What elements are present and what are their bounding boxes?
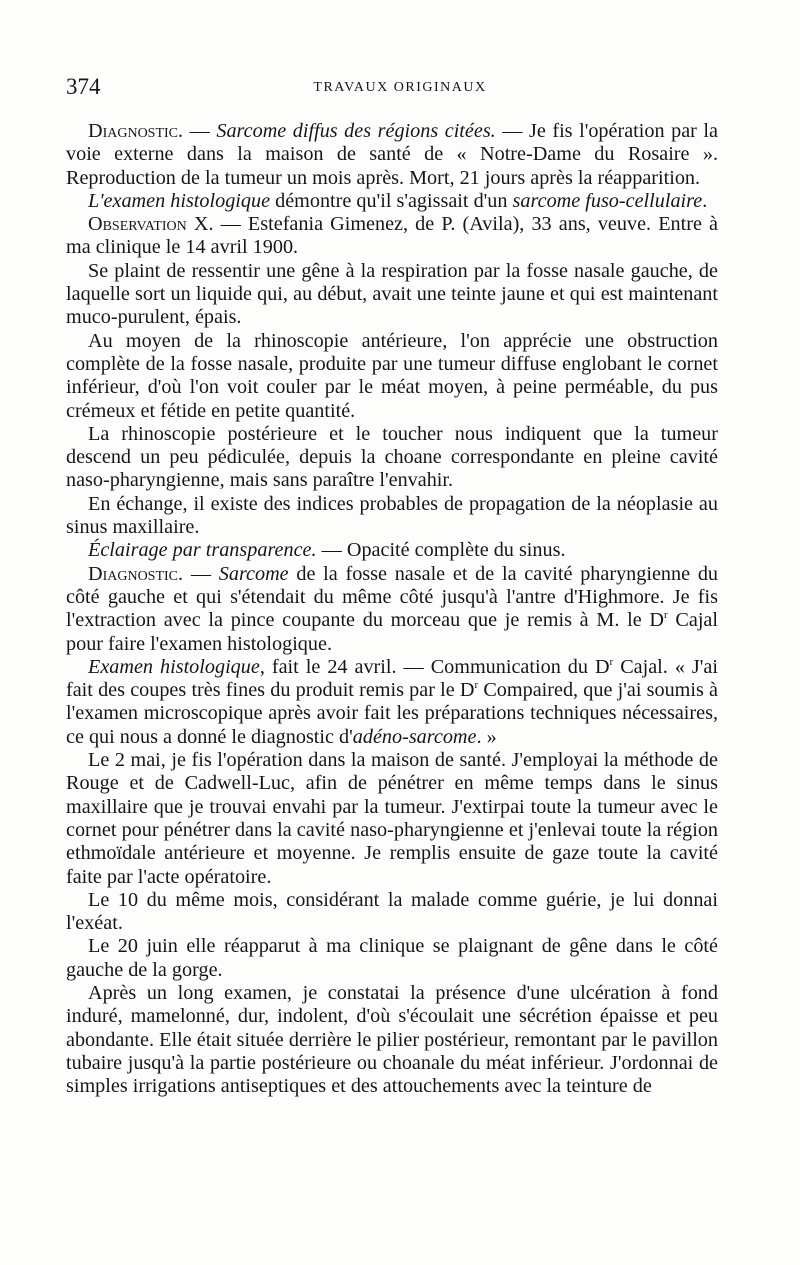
paragraph-operation: Le 2 mai, je fis l'opération dans la maison de santé. J'employai la méthode de Rouge et de Cadwell-Luc, afin de pénétrer en même temps dans le sinus maxillaire que je trouvai envahi par la tumeur. J'extirpai toute la tumeur avec le cornet pour pénétrer dans la cavité naso-pharyngienne et j'enlevai toute la région ethmoïdale antérieure et moyenne. Je remplis ensuite de gaze toute la cavité faite par l'acte opératoire.: [66, 749, 718, 888]
page-header: [66, 74, 734, 104]
paragraph-histology-1: L'examen histologique démontre qu'il s'agissait d'un sarcome fuso-cellulaire.: [88, 189, 708, 212]
label-observation: Observation X.: [88, 213, 214, 236]
paragraph-recurrence: Le 20 juin elle réapparut à ma clinique se plaignant de gêne dans le côté gauche de la gorge.: [66, 935, 718, 981]
paragraph-diagnostic-2: Diagnostic. — Sarcome de la fosse nasale et de la cavité pharyngienne du côté gauche et qui s'étendait du même côté jusqu'à l'antre d'Highmore. Je fis l'extraction avec la pince coupante du morceau que je remis à M. le $D^r$ Cajal pour faire l'examen histologique.: [66, 562, 719, 655]
paragraph-observation: Observation X. — Estefania Gimenez, de P. (Avila), 33 ans, veuve. Entre à ma clinique le 14 avril 1900.: [66, 213, 718, 259]
running-title: TRAVAUX ORIGINAUX: [313, 80, 487, 95]
diagnosis-italic: Sarcome diffus des régions citées.: [216, 120, 496, 142]
paragraph-anterior-rhinoscopy: Au moyen de la rhinoscopie antérieure, l'on apprécie une obstruction complète de la fosse nasale, produite par une tumeur diffuse englobant le cornet inférieur, d'où l'on voit couler par le méat moyen, à peine perméable, du pus crémeux et fétide en petite quantité.: [66, 329, 718, 422]
label-diagnostic: Diagnostic.: [88, 120, 184, 142]
paragraph-histology-2: Examen histologique, fait le 24 avril. — Communication du $D^r$ Cajal. « J'ai fait des coupes très fines du produit remis par le $D^r$ Compaired, que j'ai soumis à l'examen microscopique après avoir fait les préparations techniques nécessaires, ce qui nous a donné le diagnostic d'adéno-sarcome. »: [66, 655, 718, 748]
paragraph-propagation: En échange, il existe des indices probables de propagation de la néoplasie au sinus maxillaire.: [66, 492, 718, 539]
label-diagnostic: Diagnostic.: [88, 562, 184, 585]
paragraph-examination: Après un long examen, je constatai la présence d'une ulcération à fond induré, mamelonné, dur, indolent, d'où s'écoulait une sécrétion épaisse et peu abondante. Elle était située derrière le pilier postérieur, remontant par le pavillon tubaire jusqu'à la partie postérieure ou choanale du méat inférieur. J'ordonnai de simples irrigations antiseptiques et des attouchements avec la teinture de: [66, 981, 718, 1098]
paragraph-transillumination: Éclairage par transparence. — Opacité complète du sinus.: [88, 539, 566, 562]
paragraph-diagnostic-1: Diagnostic. — Sarcome diffus des régions citées. — Je fis l'opération par la voie externe dans la maison de santé de « Notre-Dame du Rosaire ». Reproduction de la tumeur un mois après. Mort, 21 jours après la réapparition.: [66, 120, 718, 189]
body-text: [66, 120, 718, 1098]
paragraph-posterior-rhinoscopy: La rhinoscopie postérieure et le toucher nous indiquent que la tumeur descend un peu pédiculée, depuis la choane correspondante en pleine cavité naso-pharyngienne, mais sans paraître l'envahir.: [66, 422, 718, 492]
paragraph-discharge: Le 10 du même mois, considérant la malade comme guérie, je lui donnai l'exéat.: [66, 888, 718, 935]
paragraph-symptoms: Se plaint de ressentir une gêne à la respiration par la fosse nasale gauche, de laquelle sort un liquide qui, au début, avait une teinte jaune et qui est maintenant muco-purulent, épais.: [66, 259, 718, 329]
page-number: 374: [66, 74, 101, 99]
